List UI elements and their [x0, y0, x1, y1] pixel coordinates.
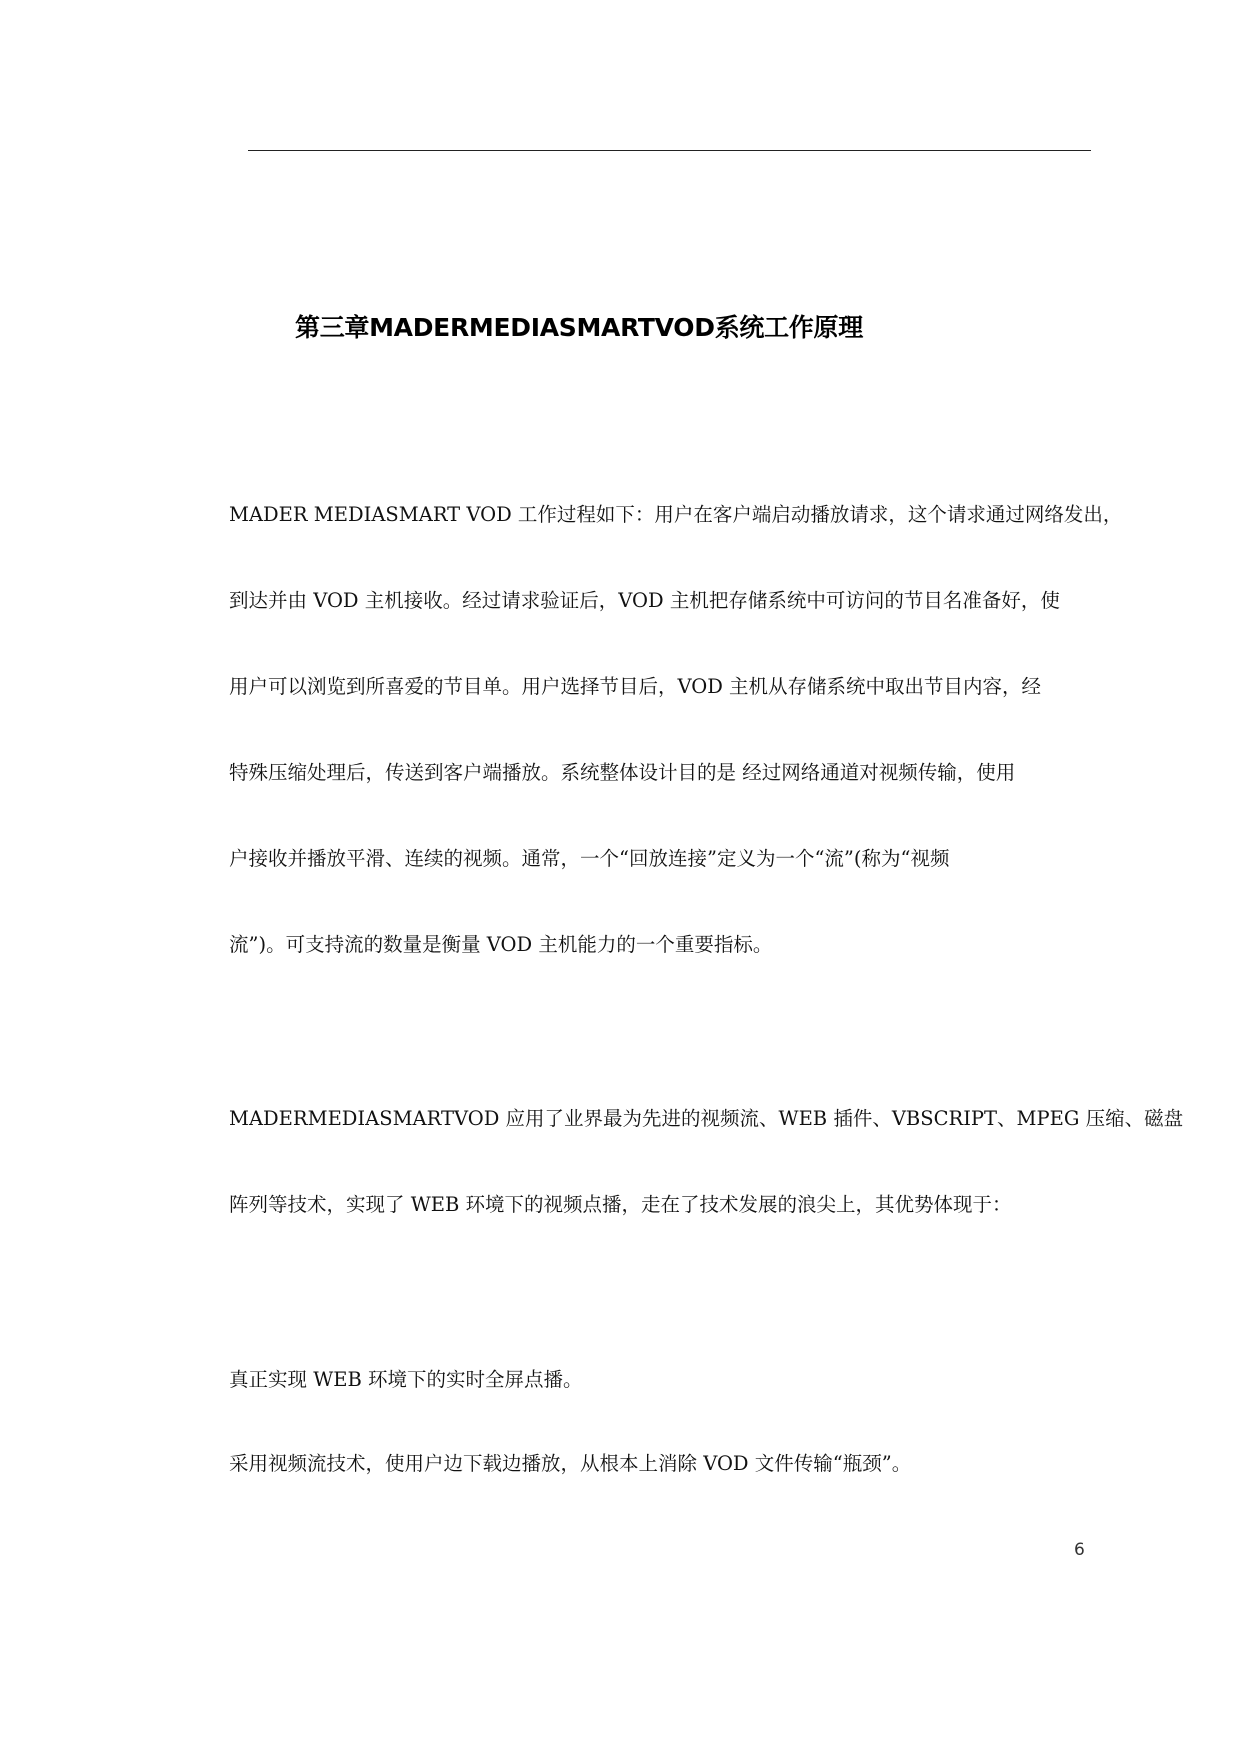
advantage-item-1: 真正实现 WEB 环境下的实时全屏点播。 — [229, 1368, 583, 1391]
page-number: 6 — [1074, 1540, 1085, 1560]
paragraph-1-line-1: MADER MEDIASMART VOD 工作过程如下：用户在客户端启动播放请求，这个请求通过网络发出， — [229, 503, 1123, 526]
paragraph-1-line-6: 流”)。可支持流的数量是衡量 VOD 主机能力的一个重要指标。 — [229, 933, 773, 956]
paragraph-2-line-1: MADERMEDIASMARTVOD 应用了业界最为先进的视频流、WEB 插件、VBSCRIPT、MPEG 压缩、磁盘 — [229, 1107, 1184, 1130]
paragraph-1-line-4: 特殊压缩处理后，传送到客户端播放。系统整体设计目的是 经过网络通道对视频传输，使用 — [229, 761, 1016, 784]
paragraph-2-line-2: 阵列等技术，实现了 WEB 环境下的视频点播，走在了技术发展的浪尖上，其优势体现于： — [229, 1193, 1012, 1216]
paragraph-1-line-3: 用户可以浏览到所喜爱的节目单。用户选择节目后，VOD 主机从存储系统中取出节目内容，经 — [229, 675, 1042, 698]
advantage-item-2: 采用视频流技术，使用户边下载边播放，从根本上消除 VOD 文件传输“瓶颈”。 — [229, 1452, 912, 1475]
paragraph-1-line-2: 到达并由 VOD 主机接收。经过请求验证后，VOD 主机把存储系统中可访问的节目名准备好，使 — [229, 589, 1060, 612]
header-rule — [248, 150, 1091, 151]
chapter-title: 第三章MADERMEDIASMARTVOD系统工作原理 — [295, 313, 863, 342]
paragraph-1-line-5: 户接收并播放平滑、连续的视频。通常，一个“回放连接”定义为一个“流”(称为“视频 — [229, 847, 950, 870]
